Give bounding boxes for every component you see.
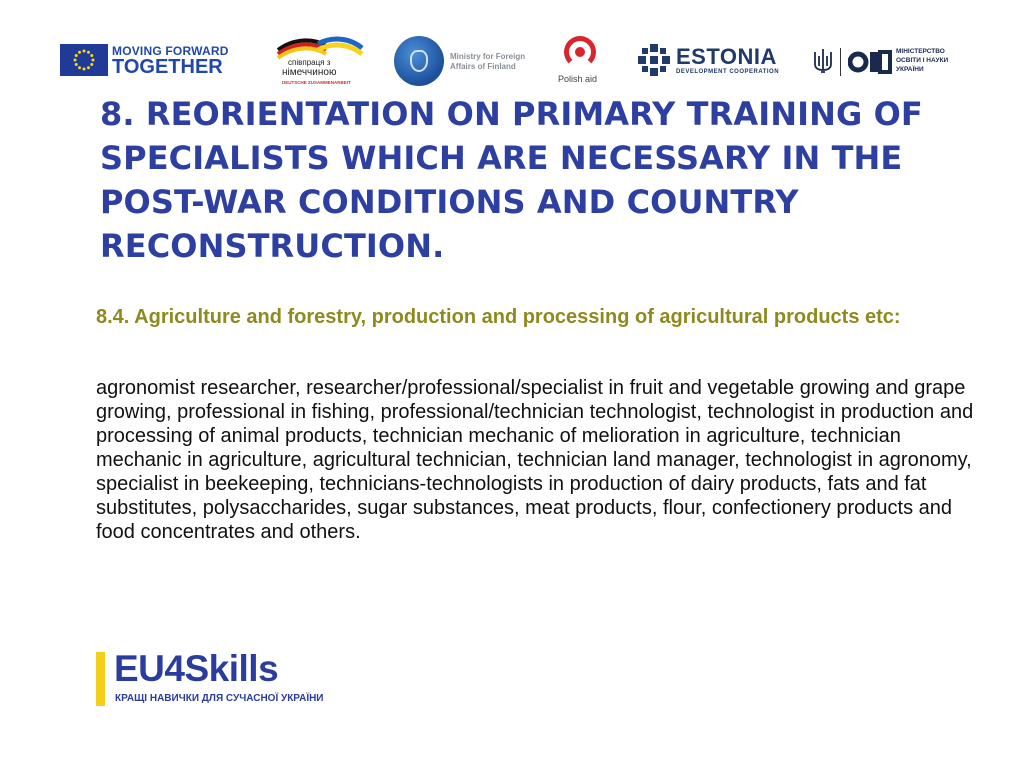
ukraine-logo-line1: МІНІСТЕРСТВО (896, 48, 945, 55)
german-logo-line1: співпраця з (288, 58, 331, 67)
eu-logo-line1: MOVING FORWARD (112, 44, 229, 58)
polish-aid-icon (564, 36, 596, 68)
ukraine-logo-line2: ОСВІТИ І НАУКИ (896, 57, 949, 64)
eu4skills-yellow-bar (96, 652, 105, 706)
eu-flag-icon (60, 44, 108, 76)
ukraine-ministry-mark-icon (848, 50, 892, 74)
german-logo-line2: німеччиною (282, 67, 337, 78)
eu4skills-logo (96, 648, 336, 712)
polish-aid-logo (558, 34, 610, 90)
ukraine-ministry-logo (812, 34, 972, 90)
german-cooperation-logo (274, 34, 366, 90)
german-ukrainian-ribbon-icon (274, 36, 366, 60)
specialist-list-text: agronomist researcher, researcher/professional/specialist in fruit and vegetable growing and grape growing, professional in fishing, professional/technician technologist, technologist in production and processing of animal products, technician mechanic of melioration in agriculture, technician mechanic in agriculture, agricultural technician, technician land manager, technologist in agronomy, specialist in beekeeping, technicians-technologists in production of dairy products, fats and fat substitutes, polysaccharides, sugar substances, meat products, flour, confectionery products and food concentrates and others. (96, 377, 974, 543)
finland-globe-icon (394, 36, 444, 86)
finland-ministry-logo (394, 34, 530, 90)
german-logo-line3: DEUTSCHE ZUSAMMENARBEIT (282, 80, 351, 85)
eu4skills-tagline: КРАЩІ НАВИЧКИ ДЛЯ СУЧАСНОЇ УКРАЇНИ (115, 693, 324, 704)
polish-aid-label: Polish aid (558, 74, 598, 84)
eu4skills-brand: EU4Skills (114, 648, 279, 689)
slide-title: 8. REORIENTATION ON PRIMARY TRAINING OF SPECIALISTS WHICH ARE NECESSARY IN THE POST-WAR CONDITIONS AND COUNTRY RECONSTRUCTION. (100, 95, 923, 265)
eu-moving-forward-logo (60, 44, 244, 80)
estonia-logo-line1: ESTONIA (676, 44, 777, 69)
estonia-development-logo (638, 34, 788, 90)
ukraine-logo-line3: УКРАЇНИ (896, 66, 924, 73)
ukraine-trident-icon (812, 48, 834, 74)
finland-logo-line1: Ministry for Foreign (450, 52, 526, 61)
estonia-logo-line2: DEVELOPMENT COOPERATION (676, 69, 780, 75)
section-subheading: 8.4. Agriculture and forestry, production and processing of agricultural products etc: (96, 306, 901, 328)
eu-logo-line2: TOGETHER (112, 56, 223, 78)
estonia-cross-icon (638, 44, 670, 76)
finland-logo-line2: Affairs of Finland (450, 62, 516, 71)
partner-logos (60, 34, 970, 90)
ukraine-logo-separator (840, 48, 841, 76)
